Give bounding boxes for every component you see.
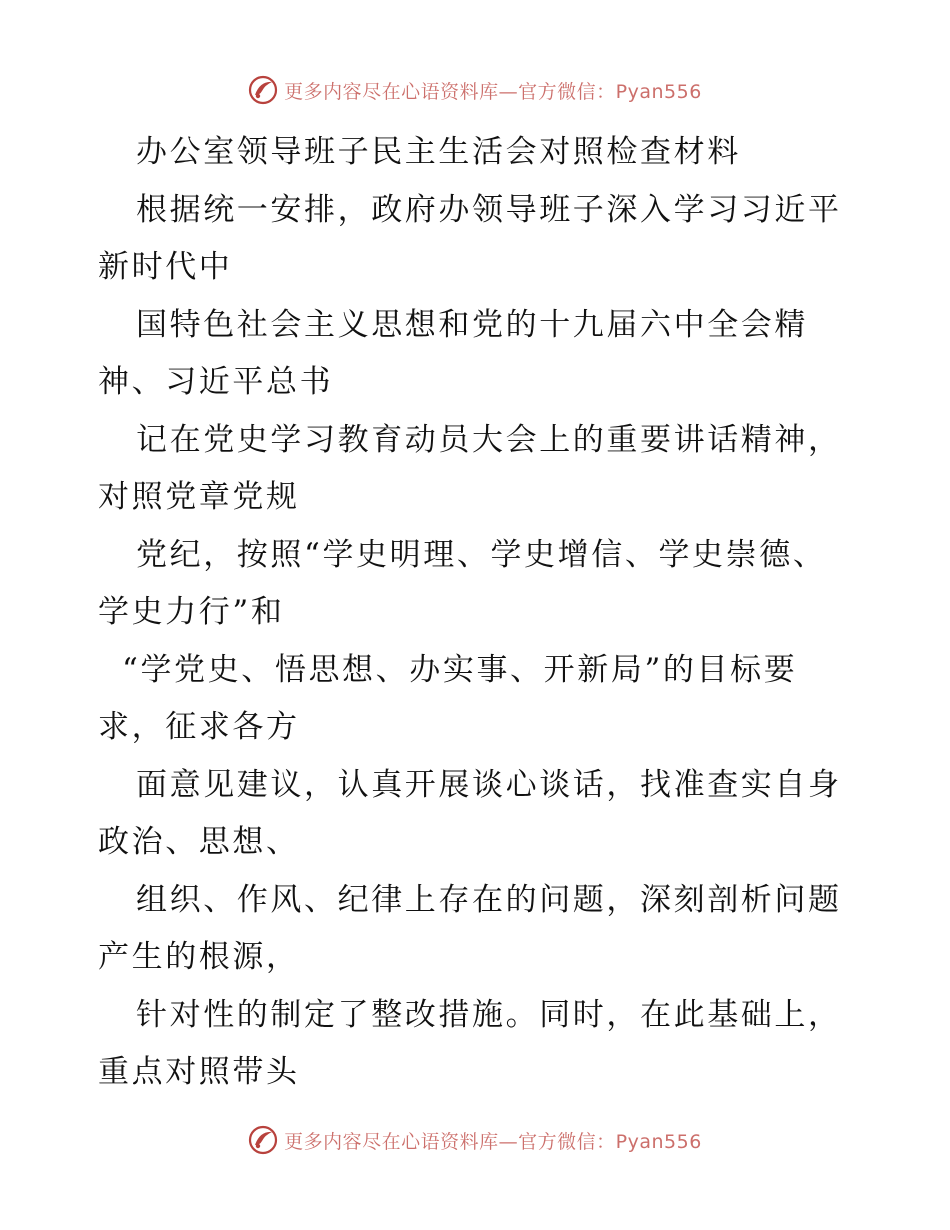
body-line: 国特色社会主义思想和党的十九届六中全会精 [136,306,808,343]
body-line: 记在党史学习教育动员大会上的重要讲话精神， [136,421,842,458]
header-banner [0,70,950,110]
body-line: 党纪，按照“学史明理、学史增信、学史崇德、 [136,536,827,573]
body-line: 政治、思想、 [98,824,300,860]
body-line: 根据统一安排，政府办领导班子深入学习习近平 [136,191,842,228]
body-line: 面意见建议，认真开展谈心谈话，找准查实自身 [136,766,842,803]
body-line: 针对性的制定了整改措施。同时，在此基础上， [136,996,842,1033]
body-line: 新时代中 [98,249,233,285]
body-line: 组织、作风、纪律上存在的问题，深刻剖析问题 [136,881,842,918]
body-line: 求，征求各方 [98,709,300,745]
body-line: 神、习近平总书 [98,364,334,400]
document-body [98,124,858,1102]
document-title: 办公室领导班子民主生活会对照检查材料 [136,134,741,170]
pen-nib-logo-icon [248,75,278,105]
body-line: “学党史、悟思想、办实事、开新局”的目标要 [122,651,798,688]
body-line: 重点对照带头 [98,1054,300,1090]
body-line: 对照党章党规 [98,479,300,515]
header-banner-text [284,77,702,104]
pen-nib-logo-icon [248,1125,278,1155]
footer-banner-id: Pyan556 [615,1130,702,1153]
footer-banner-cn: 更多内容尽在心语资料库—官方微信： [284,1130,616,1153]
body-line: 产生的根源， [98,939,300,975]
footer-banner [0,1120,950,1160]
header-banner-inner [248,75,702,105]
header-banner-id: Pyan556 [615,80,702,103]
body-line: 学史力行”和 [98,594,285,630]
header-banner-cn: 更多内容尽在心语资料库—官方微信： [284,80,616,103]
footer-banner-text [284,1127,702,1154]
footer-banner-inner [248,1125,702,1155]
